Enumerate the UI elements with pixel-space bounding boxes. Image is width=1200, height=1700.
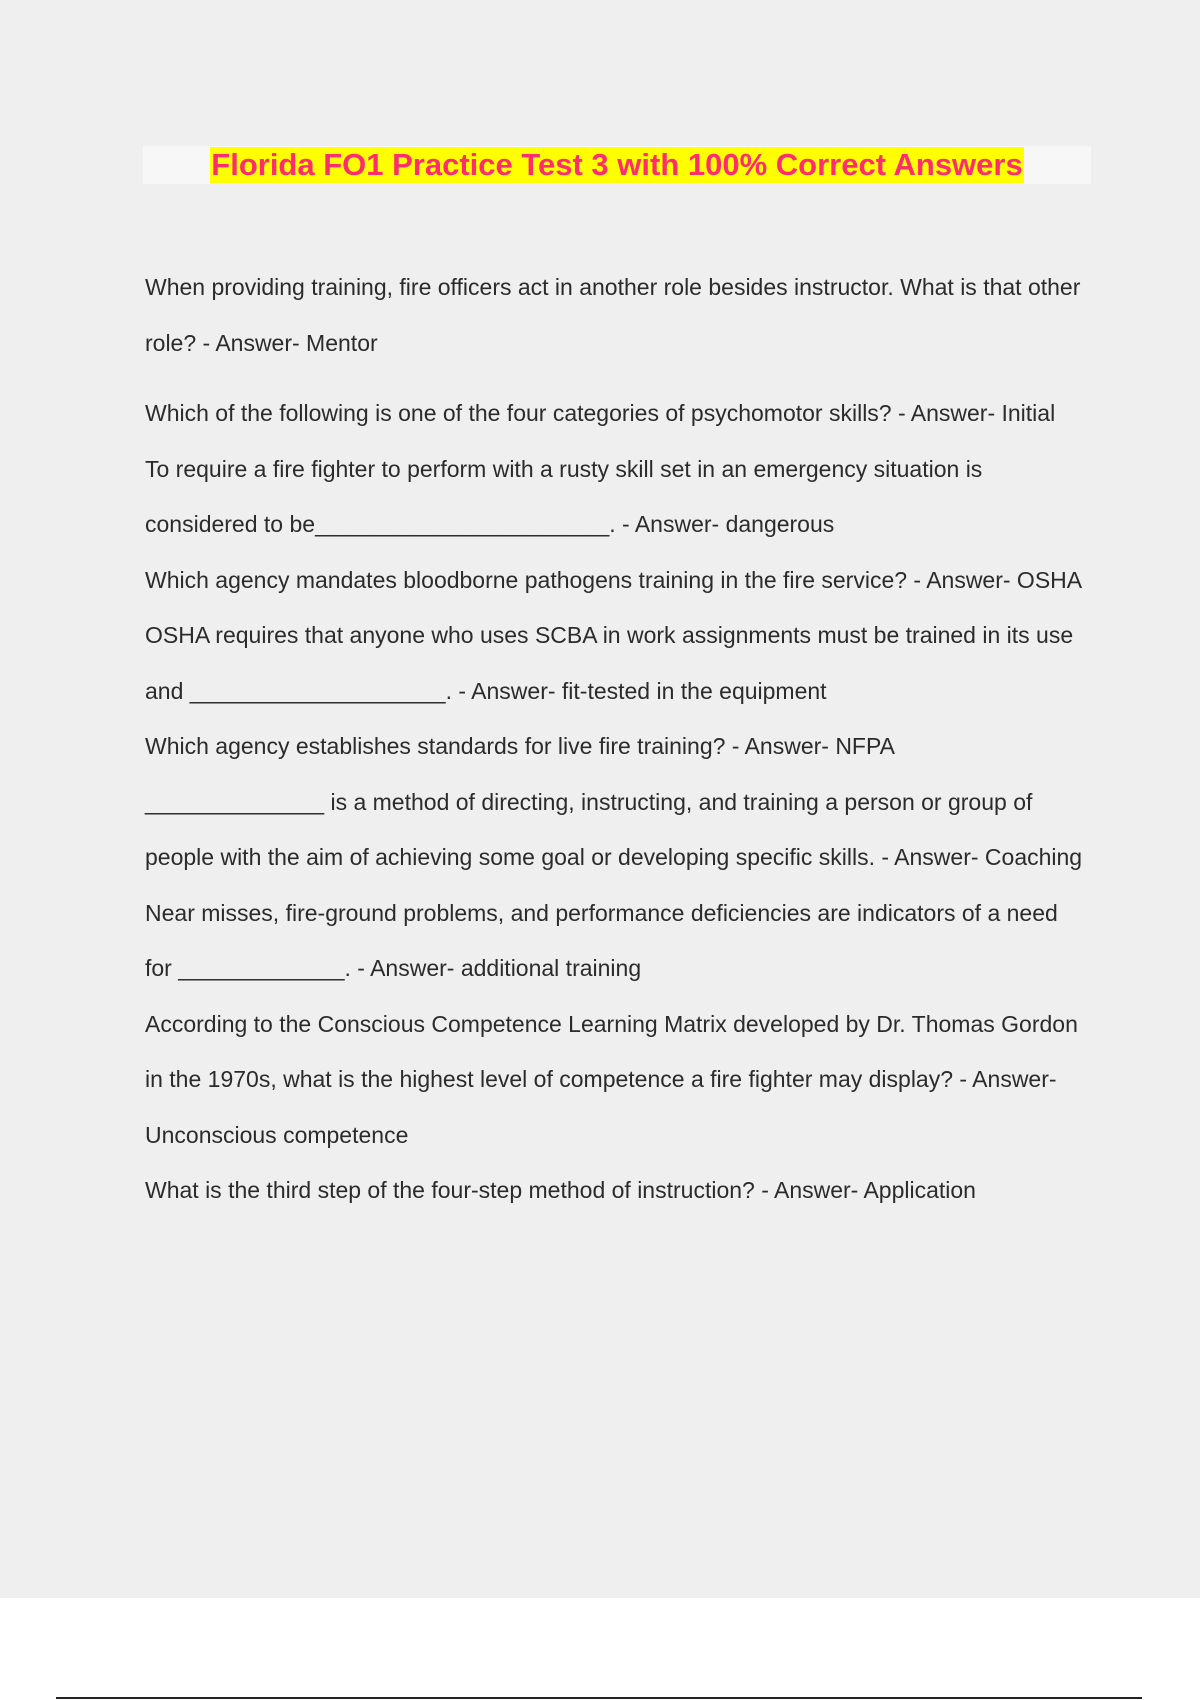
question-answer-item: Which agency mandates bloodborne pathogens training in the fire service? - Answer- OSHA xyxy=(145,566,1083,593)
question-answer-item: To require a fire fighter to perform with a rusty skill set in an emergency situation is considered to be_______________________. - Answer- dangerous xyxy=(145,455,983,537)
page-divider xyxy=(56,1697,1142,1699)
question-answer-item: Which of the following is one of the four categories of psychomotor skills? - Answer- Initial xyxy=(145,400,1056,426)
question-answer-item: When providing training, fire officers act in another role besides instructor. What is that other role? - Answer- Mentor xyxy=(145,274,1081,356)
question-answer-item: Which agency establishes standards for live fire training? - Answer- NFPA xyxy=(145,733,895,759)
question-list xyxy=(145,260,1090,1219)
question-answer-item: OSHA requires that anyone who uses SCBA in work assignments must be trained in its use and ____________________. - Answer- fit-tested in the equipment xyxy=(145,622,1074,704)
question-answer-item: According to the Conscious Competence Learning Matrix developed by Dr. Thomas Gordon in the 1970s, what is the highest level of competence a fire fighter may display? - Answer- Unconscious competence xyxy=(145,1010,1078,1148)
title-band xyxy=(143,146,1091,184)
question-answer-item: Near misses, fire-ground problems, and performance deficiencies are indicators of a need for _____________. - Answer- additional training xyxy=(145,899,1058,981)
question-answer-item: ______________ is a method of directing, instructing, and training a person or group of people with the aim of achieving some goal or developing specific skills. - Answer- Coaching xyxy=(145,788,1083,870)
question-answer-item: What is the third step of the four-step method of instruction? - Answer- Application xyxy=(145,1177,976,1203)
document-title: Florida FO1 Practice Test 3 with 100% Correct Answers xyxy=(211,147,1023,182)
